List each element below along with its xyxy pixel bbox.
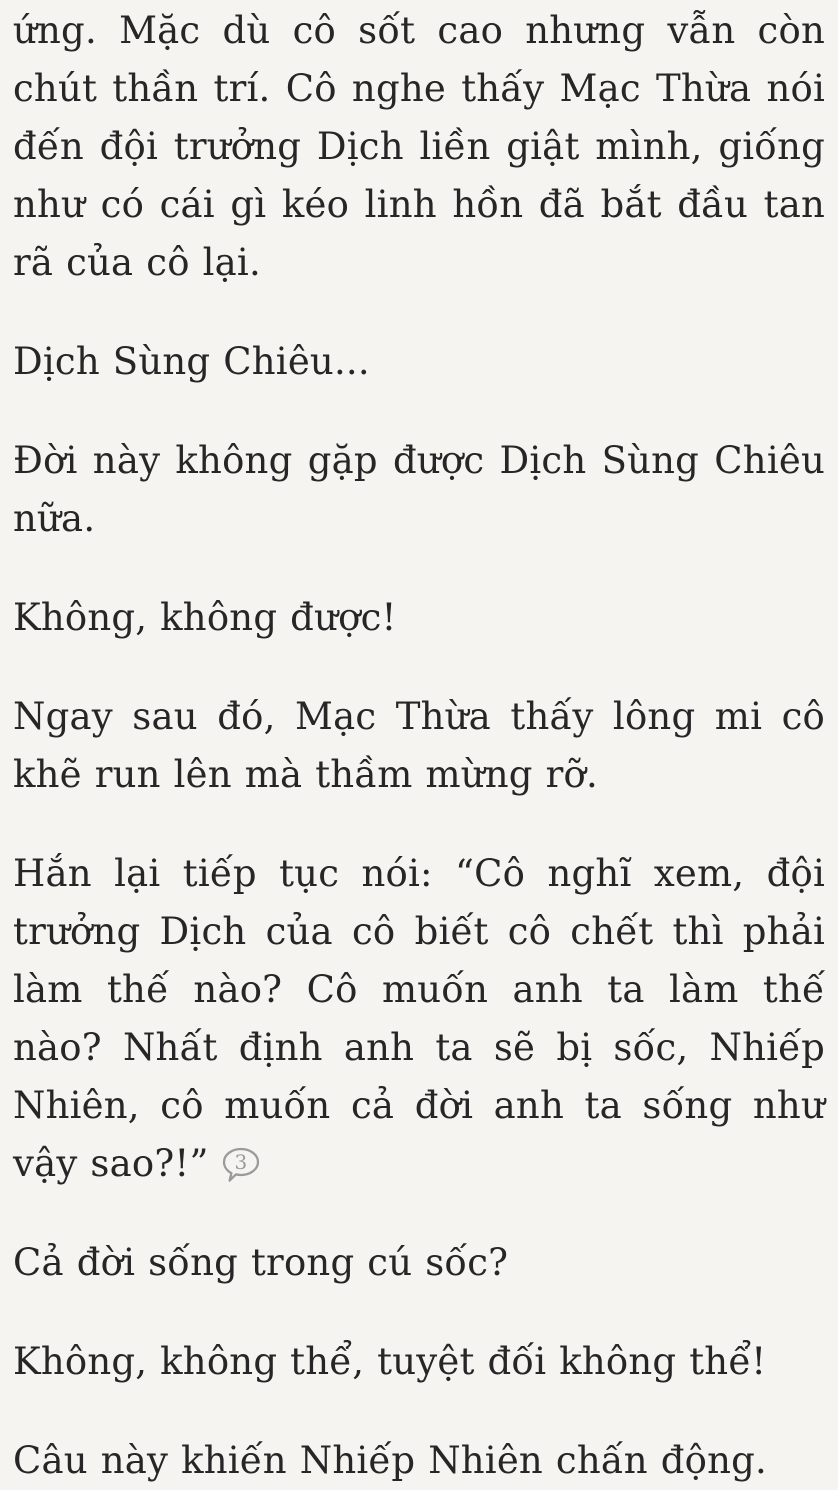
- paragraph-5: Ngay sau đó, Mạc Thừa thấy lông mi cô khẽ run lên mà thầm mừng rỡ.: [13, 695, 825, 796]
- paragraph-6-text: Hắn lại tiếp tục nói: “Cô nghĩ xem, đội trưởng Dịch của cô biết cô chết thì phải làm thế nào? Cô muốn anh ta làm thế nào? Nhất định anh ta sẽ bị sốc, Nhiếp Nhiên, cô muốn cả đời anh ta sống như vậy sao?!”: [13, 852, 825, 1185]
- comment-count-number: 3: [234, 1150, 248, 1174]
- paragraph-8: Không, không thể, tuyệt đối không thể!: [13, 1340, 767, 1383]
- paragraph-7: Cả đời sống trong cú sốc?: [13, 1241, 509, 1284]
- paragraph-1: ứng. Mặc dù cô sốt cao nhưng vẫn còn chút thần trí. Cô nghe thấy Mạc Thừa nói đến đội trưởng Dịch liền giật mình, giống như có cái gì kéo linh hồn đã bắt đầu tan rã của cô lại.: [13, 9, 825, 284]
- comment-count-badge[interactable]: [221, 1146, 261, 1184]
- paragraph-6: [13, 845, 825, 1193]
- comment-bubble-icon: [221, 1146, 261, 1184]
- paragraph-2: Dịch Sùng Chiêu...: [13, 340, 370, 383]
- paragraph-3: Đời này không gặp được Dịch Sùng Chiêu nữa.: [13, 439, 825, 540]
- paragraph-4: Không, không được!: [13, 596, 397, 639]
- paragraph-9: Câu này khiến Nhiếp Nhiên chấn động.: [13, 1439, 767, 1482]
